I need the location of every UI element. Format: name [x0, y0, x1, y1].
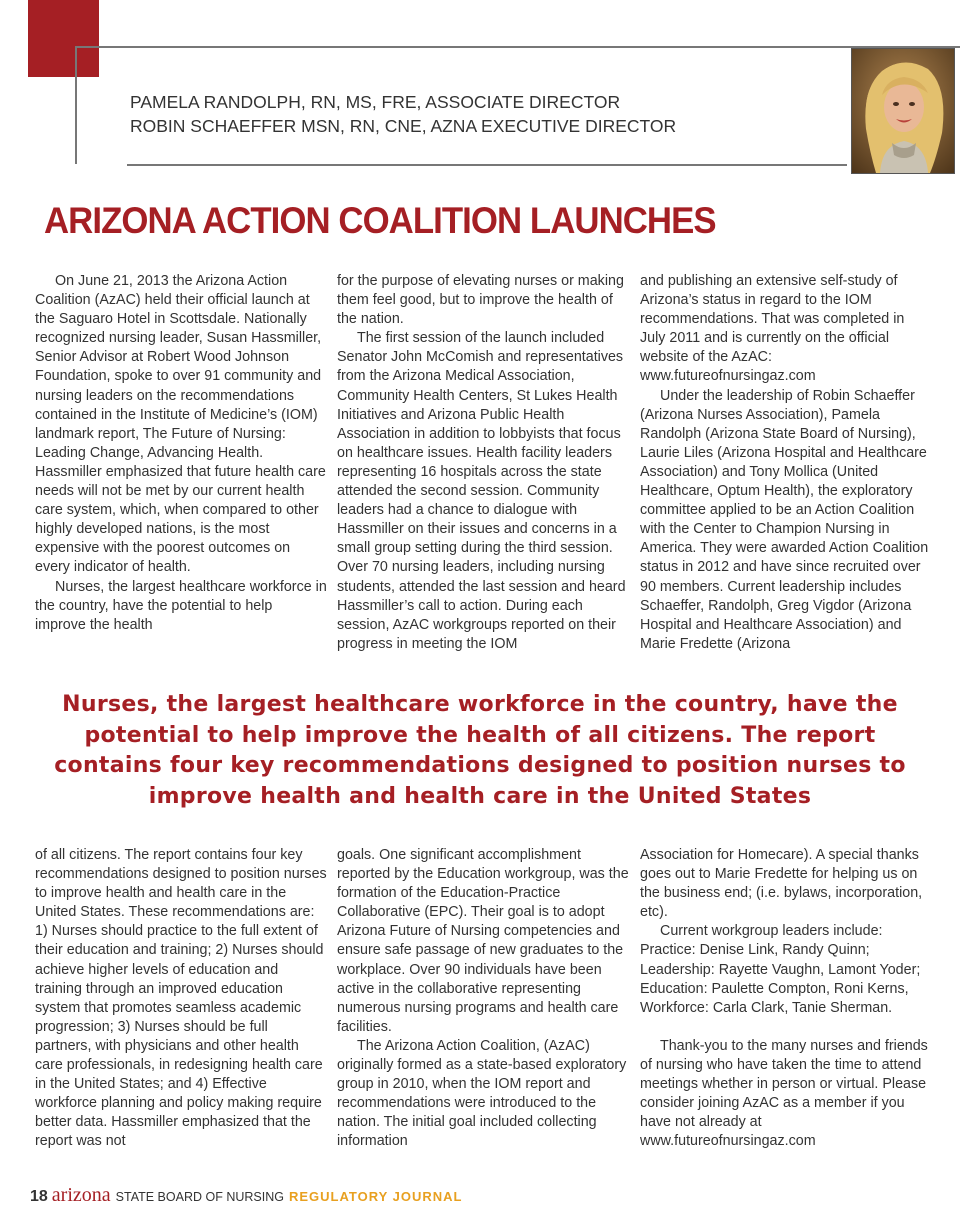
top-column-1 — [35, 272, 327, 635]
author-line-1: PAMELA RANDOLPH, RN, MS, FRE, ASSOCIATE DIRECTOR — [130, 92, 621, 112]
corner-red-block — [28, 0, 99, 77]
paragraph: Current workgroup leaders include: Practice: Denise Link, Randy Quinn; Leadership: Rayette Vaughn, Lamont Yoder; Education: Paulette Compton, Roni Kerns, Workforce: Carla Clark, Tanie Sherman. — [640, 923, 921, 1016]
page-footer — [30, 1184, 463, 1207]
top-column-3 — [640, 272, 932, 654]
author-line-2: ROBIN SCHAEFFER MSN, RN, CNE, AZNA EXECUTIVE DIRECTOR — [130, 116, 677, 136]
paragraph: for the purpose of elevating nurses or making them feel good, but to improve the health of the nation. — [337, 273, 624, 328]
author-portrait-illustration — [852, 49, 954, 173]
paragraph: Nurses, the largest healthcare workforce in the country, have the potential to help improve the health — [35, 578, 327, 633]
header-left-rule — [75, 46, 77, 164]
bottom-column-1 — [35, 846, 327, 1152]
paragraph: and publishing an extensive self-study of Arizona’s status in regard to the IOM recommendations. That was completed in July 2011 and is currently on the official website of the AzAC: www.futureofnursingaz.com — [640, 273, 905, 385]
paragraph-spacer — [640, 1018, 932, 1037]
header-bottom-rule — [127, 164, 847, 166]
paragraph: The first session of the launch included Senator John McComish and representatives from the Arizona Medical Association, Community Health Centers, St Lukes Health Initiatives and Arizona Public Health Association in addition to lobbyists that focus on healthcare issues. Health facility leaders representing 16 hospitals across the state attended the second session. Community leaders had a chance to dialogue with Hassmiller on their issues and concerns in a small group setting during the third session. Over 70 nursing leaders, including nursing students, attended the last session and heard Hassmiller’s call to action. During each session, AzAC workgroups reported on their progress in meeting the IOM — [337, 330, 626, 652]
paragraph: Association for Homecare). A special thanks goes out to Marie Fredette for helping us on the business end; (i.e. bylaws, incorporation, etc). — [640, 847, 923, 921]
footer-arizona-wordmark: arizona — [51, 1184, 111, 1206]
footer-journal-name: REGULATORY JOURNAL — [288, 1189, 463, 1204]
bottom-column-3 — [640, 846, 932, 1151]
top-column-2 — [337, 272, 629, 654]
paragraph: Thank-you to the many nurses and friends of nursing who have taken the time to attend meetings whether in person or virtual. Please consider joining AzAC as a member if you have not already at www.futureofnursingaz.com — [640, 1037, 928, 1150]
paragraph: of all citizens. The report contains four key recommendations designed to position nurses to improve health and health care in the United States. These recommendations are: 1) Nurses should practice to the full extent of their education and training; 2) Nurses should achieve higher levels of education and training through an improved education system that promotes seamless academic progression; 3) Nurses should be full partners, with physicians and other health care professionals, in redesigning health care in the United States; and 4) Effective workforce planning and policy making require better data. Hassmiller emphasized that the report was not — [35, 847, 327, 1150]
pull-quote: Nurses, the largest healthcare workforce in the country, have the potential to help improve the health of all citizens. The report contains four key recommendations designed to position nurses to improve health and health care in the United States — [54, 692, 906, 809]
article-headline: ARIZONA ACTION COALITION LAUNCHES — [44, 200, 716, 241]
paragraph: Under the leadership of Robin Schaeffer (Arizona Nurses Association), Pamela Randolph (Arizona State Board of Nursing), Laurie Liles (Arizona Hospital and Healthcare Association) and Tony Mollica (United Healthcare, Optum Health), the exploratory committee applied to be an Action Coalition with the Center to Champion Nursing in America. They were awarded Action Coalition status in 2012 and have since recruited over 90 members. Current leadership includes Schaeffer, Randolph, Greg Vigdor (Arizona Hospital and Healthcare Association) and Marie Fredette (Arizona — [640, 387, 929, 652]
page-number: 18 — [30, 1188, 48, 1205]
author-byline — [130, 90, 676, 138]
bottom-column-2 — [337, 846, 629, 1152]
author-photo — [851, 48, 955, 174]
footer-state-board: STATE BOARD OF NURSING — [115, 1190, 284, 1204]
paragraph: goals. One significant accomplishment reported by the Education workgroup, was the formation of the Education-Practice Collaborative (EPC). Their goal is to adopt Arizona Future of Nursing competencies and ensure safe passage of new graduates to the workplace. Over 90 individuals have been active in the collaborative representing numerous nursing programs and health care facilities. — [337, 847, 629, 1035]
paragraph: The Arizona Action Coalition, (AzAC) originally formed as a state-based exploratory group in 2010, when the IOM report and recommendations were introduced to the nation. The initial goal included collecting information — [337, 1037, 627, 1150]
header-top-rule — [75, 46, 960, 48]
paragraph: On June 21, 2013 the Arizona Action Coalition (AzAC) held their official launch at the Saguaro Hotel in Scottsdale. Nationally recognized nursing leader, Susan Hassmiller, Senior Advisor at Robert Wood Johnson Foundation, spoke to over 91 community and nursing leaders on the recommendations contained in the Institute of Medicine’s (IOM) landmark report, The Future of Nursing: Leading Change, Advancing Health. Hassmiller emphasized that future health care needs will not be met by our current health care system, which, when compared to other highly developed nations, is the most expensive with the poorest outcomes on every indicator of health. — [35, 273, 326, 576]
